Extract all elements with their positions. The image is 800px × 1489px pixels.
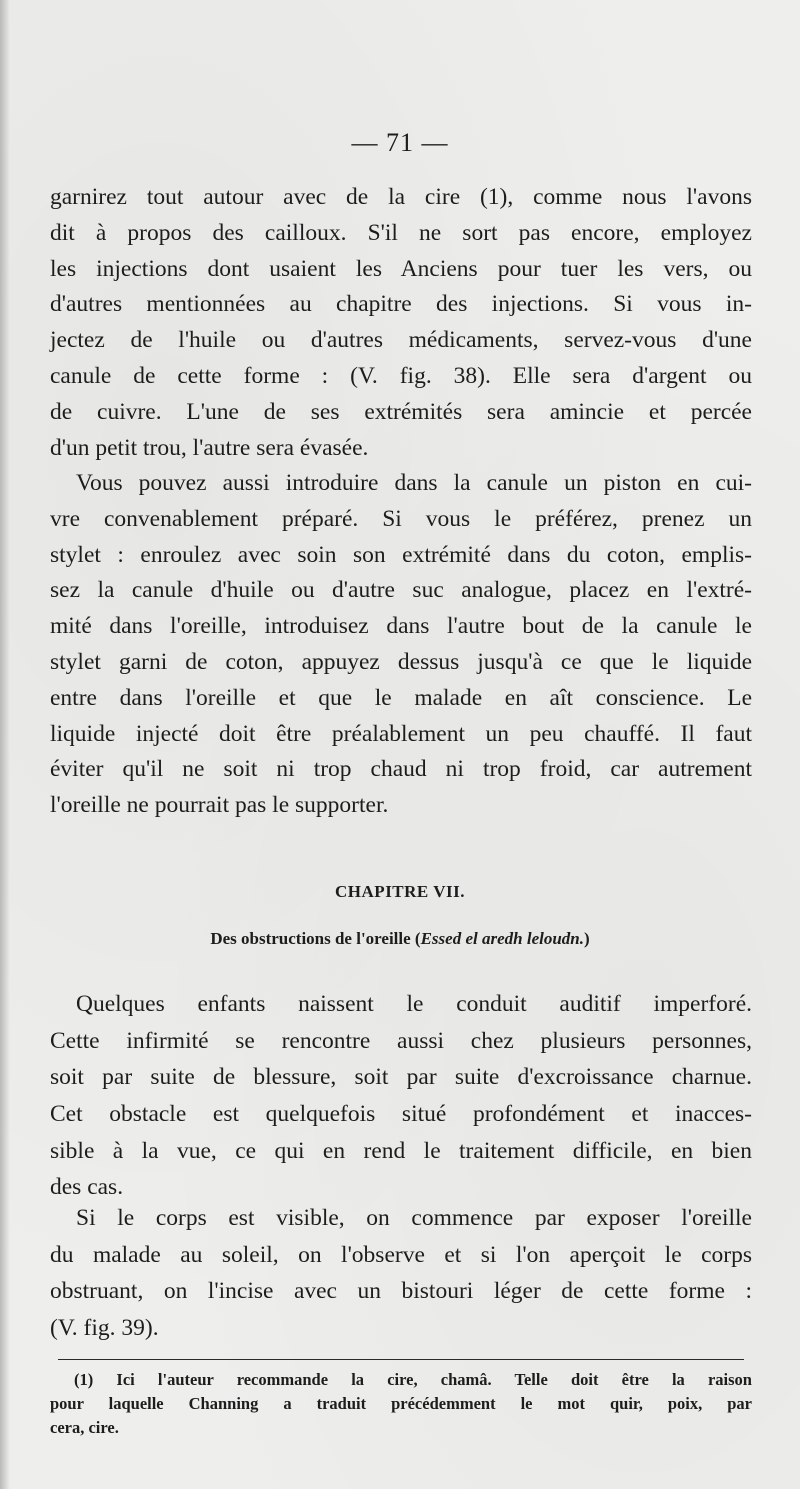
text-line: d'autres mentionnées au chapitre des injections. Si vous in- (50, 291, 752, 318)
chapter-subtitle-arabic: Essed el aredh leloudn. (420, 929, 584, 948)
text-line: dit à propos des cailloux. S'il ne sort pas encore, employez (50, 219, 752, 246)
text-line: les injections dont usaient les Anciens pour tuer les vers, ou (50, 255, 752, 282)
text-line: de cuivre. L'une de ses extrémités sera amincie et percée (50, 398, 752, 425)
text-line: Si le corps est visible, on commence par exposer l'oreille (76, 1205, 752, 1231)
footnote-divider (58, 1359, 744, 1360)
text-line: éviter qu'il ne soit ni trop chaud ni trop froid, car autrement (50, 756, 752, 783)
text-line: Cette infirmité se rencontre aussi chez plusieurs personnes, (50, 1027, 752, 1054)
text-line: obstruant, on l'incise avec un bistouri léger de cette forme : (50, 1278, 752, 1305)
text-line: sible à la vue, ce qui en rend le traitement difficile, en bien (50, 1137, 752, 1164)
footnote-line: (1) Ici l'auteur recommande la cire, chamâ. Telle doit être la raison (74, 1370, 752, 1389)
text-line: stylet garni de coton, appuyez dessus jusqu'à ce que le liquide (50, 648, 752, 675)
text-line: garnirez tout autour avec de la cire (1), comme nous l'avons (50, 184, 752, 210)
paragraph-2 (50, 466, 752, 824)
text-line: (V. fig. 39). (50, 1315, 159, 1342)
text-line: vre convenablement préparé. Si vous le préférez, prenez un (50, 505, 752, 532)
text-line: mité dans l'oreille, introduisez dans l'autre bout de la canule le (50, 613, 752, 640)
text-line: Vous pouvez aussi introduire dans la canule un piston en cui- (76, 470, 752, 496)
text-line: Cet obstacle est quelquefois situé profondément et inacces- (50, 1101, 752, 1128)
text-line: l'oreille ne pourrait pas le supporter. (50, 792, 389, 819)
text-line: sez la canule d'huile ou d'autre suc analogue, placez en l'extré- (50, 577, 752, 604)
text-line: Quelques enfants naissent le conduit auditif imperforé. (76, 991, 752, 1017)
chapter-paragraph-1 (50, 986, 752, 1206)
chapter-subtitle-prefix: Des obstructions de l'oreille ( (210, 929, 421, 948)
chapter-heading: CHAPITRE VII. (335, 882, 465, 901)
paragraph-1 (50, 180, 752, 466)
text-line: liquide injecté doit être préalablement un peu chauffé. Il faut (50, 720, 752, 747)
page-number: — 71 — (351, 128, 449, 157)
text-line: jectez de l'huile ou d'autres médicaments, servez-vous d'une (50, 327, 752, 354)
chapter-subtitle-suffix: ) (584, 929, 590, 948)
chapter-subtitle (0, 929, 800, 949)
text-line: d'un petit trou, l'autre sera évasée. (50, 434, 369, 461)
footnote-line: cera, cire. (50, 1418, 119, 1437)
footnote-line: pour laquelle Channing a traduit précédemment le mot quir, poix, par (50, 1394, 752, 1413)
text-line: canule de cette forme : (V. fig. 38). Elle sera d'argent ou (50, 362, 752, 389)
footnote (50, 1368, 752, 1440)
text-line: stylet : enroulez avec soin son extrémité dans du coton, emplis- (50, 541, 752, 568)
page-edge-shadow (0, 0, 10, 1489)
text-line: soit par suite de blessure, soit par suite d'excroissance charnue. (50, 1064, 752, 1091)
text-line: entre dans l'oreille et que le malade en aît conscience. Le (50, 684, 752, 711)
text-line: des cas. (50, 1174, 124, 1201)
chapter-paragraph-2 (50, 1200, 752, 1347)
text-line: du malade au soleil, on l'observe et si l'on aperçoit le corps (50, 1241, 752, 1268)
